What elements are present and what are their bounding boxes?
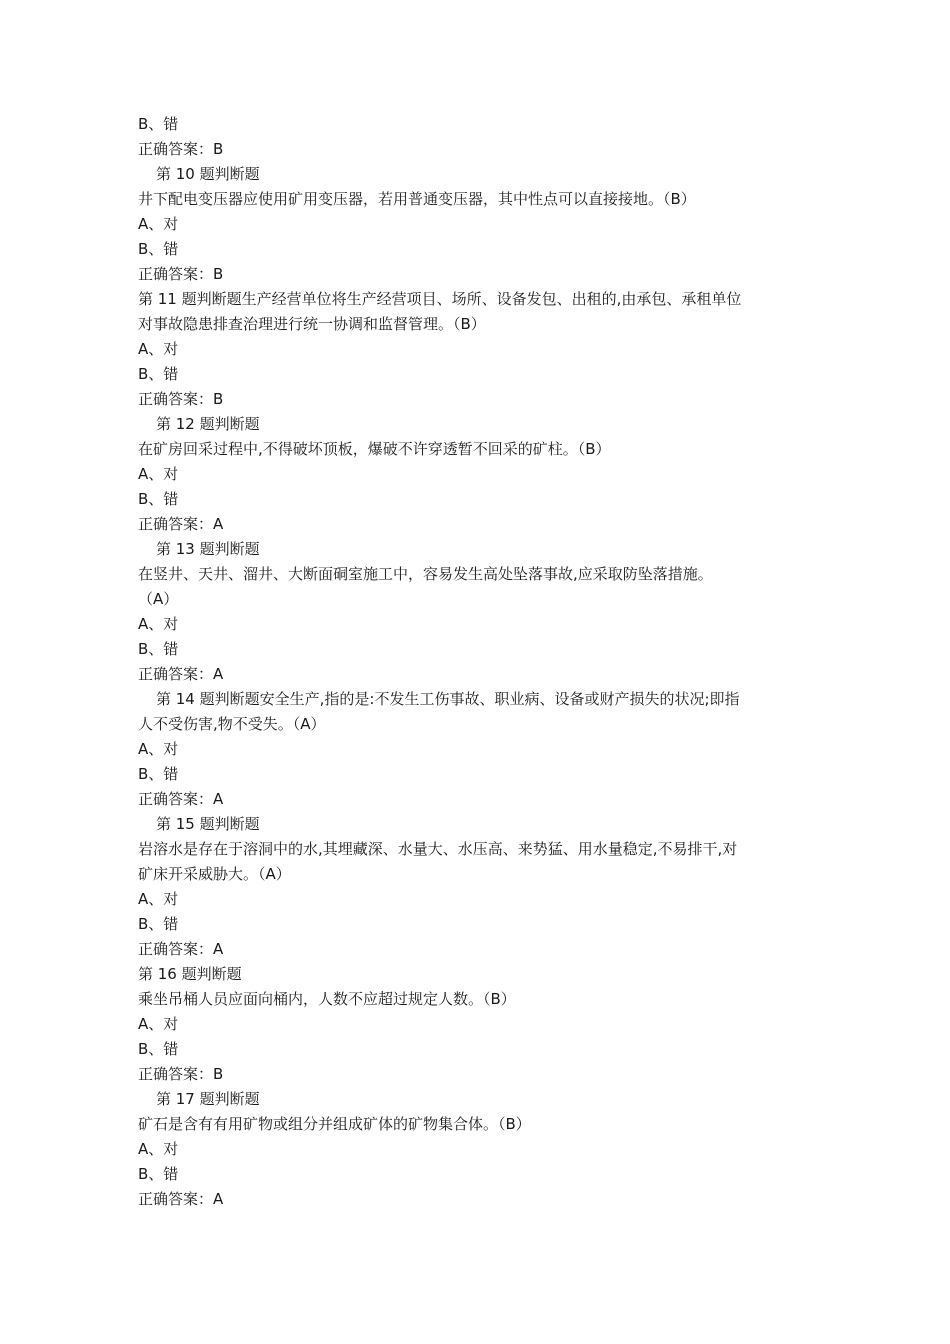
question-text: 矿石是含有有用矿物或组分并组成矿体的矿物集合体。（B） [138,1115,531,1133]
answer-line: 正确答案：A [138,665,224,683]
option-a: A、对 [138,1015,179,1033]
question-heading: 第 17 题判断题 [156,1090,260,1108]
answer-line: 正确答案：A [138,790,224,808]
option-a: A、对 [138,615,179,633]
option-b: B、错 [138,640,179,658]
answer-line: 正确答案：A [138,515,224,533]
option-a: A、对 [138,740,179,758]
question-heading: 第 10 题判断题 [156,165,260,183]
question-heading: 第 16 题判断题 [138,965,242,983]
option-a: A、对 [138,340,179,358]
option-a: A、对 [138,215,179,233]
option-b: B、错 [138,240,179,258]
question-heading: 第 15 题判断题 [156,815,260,833]
document-page [138,112,828,1212]
option-a: A、对 [138,1140,179,1158]
text-line: B、错 [138,115,179,133]
question-text: （A） [138,590,179,608]
option-a: A、对 [138,465,179,483]
option-b: B、错 [138,365,179,383]
answer-line: 正确答案：A [138,940,224,958]
option-b: B、错 [138,1040,179,1058]
question-text: 乘坐吊桶人员应面向桶内，人数不应超过规定人数。（B） [138,990,516,1008]
option-b: B、错 [138,1165,179,1183]
option-b: B、错 [138,765,179,783]
question-text: 人不受伤害,物不受失。（A） [138,715,326,733]
answer-line: 正确答案：A [138,1190,224,1208]
question-text: 第 14 题判断题安全生产,指的是:不发生工伤事故、职业病、设备或财产损失的状况;即指 [156,690,740,708]
answer-line: 正确答案：B [138,140,224,158]
question-text: 井下配电变压器应使用矿用变压器，若用普通变压器，其中性点可以直接接地。（B） [138,190,696,208]
question-text: 岩溶水是存在于溶洞中的水,其埋藏深、水量大、水压高、来势猛、用水量稳定,不易排干,对 [138,840,738,858]
question-heading: 第 13 题判断题 [156,540,260,558]
answer-line: 正确答案：B [138,390,224,408]
option-b: B、错 [138,490,179,508]
option-b: B、错 [138,915,179,933]
option-a: A、对 [138,890,179,908]
question-text: 第 11 题判断题生产经营单位将生产经营项目、场所、设备发包、出租的,由承包、承租单位 [138,290,742,308]
answer-line: 正确答案：B [138,1065,224,1083]
question-text: 在矿房回采过程中,不得破坏顶板，爆破不许穿透暂不回采的矿柱。（B） [138,440,611,458]
question-text: 对事故隐患排查治理进行统一协调和监督管理。（B） [138,315,486,333]
answer-line: 正确答案：B [138,265,224,283]
question-text: 在竖井、天井、溜井、大断面硐室施工中，容易发生高处坠落事故,应采取防坠落措施。 [138,565,713,583]
question-text: 矿床开采威胁大。（A） [138,865,291,883]
question-heading: 第 12 题判断题 [156,415,260,433]
